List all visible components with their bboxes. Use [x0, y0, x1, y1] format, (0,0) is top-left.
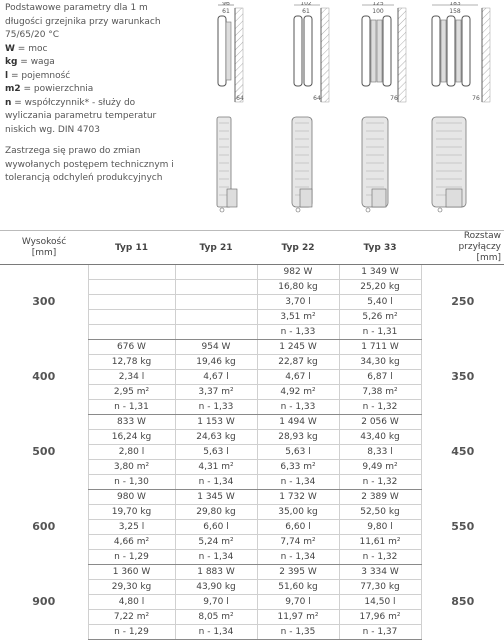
spec-value-cell: 3 334 W — [339, 565, 421, 580]
spec-value-cell: 5,24 m² — [175, 535, 257, 550]
table-row — [0, 265, 504, 280]
spec-value-cell: 982 W — [257, 265, 339, 280]
spec-value-cell — [175, 325, 257, 340]
spec-value-cell: 2,95 m² — [88, 385, 175, 400]
legend-coefficient — [5, 97, 205, 111]
spec-value-cell: n - 1,32 — [339, 400, 421, 415]
spec-value-cell — [175, 295, 257, 310]
dim-side: 64 — [236, 95, 244, 102]
spec-value-cell: 2 056 W — [339, 415, 421, 430]
legend-text: = powierzchnia — [20, 84, 94, 94]
spec-value-cell: n - 1,32 — [339, 475, 421, 490]
dim-side: 76 — [390, 95, 398, 102]
spec-value-cell: 5,40 l — [339, 295, 421, 310]
radiator-perspective-type-22 — [358, 113, 398, 215]
spec-value-cell: 4,67 l — [257, 370, 339, 385]
spec-value-cell: 7,74 m² — [257, 535, 339, 550]
legend-coefficient-line: wyliczania parametru temperatur — [5, 111, 157, 121]
height-value: 900 — [32, 595, 56, 608]
radiator-spec-table — [0, 230, 504, 640]
spec-value-cell: n - 1,33 — [175, 400, 257, 415]
spec-value-cell: n - 1,30 — [88, 475, 175, 490]
spacing-value: 350 — [451, 370, 475, 383]
spec-value-cell: 8,05 m² — [175, 610, 257, 625]
spec-value-cell: 3,37 m² — [175, 385, 257, 400]
legend-area — [5, 83, 205, 97]
column-header-typ11: Typ 11 — [88, 231, 175, 265]
spec-value-cell — [88, 310, 175, 325]
spec-value-cell: 2,34 l — [88, 370, 175, 385]
spec-value-cell: 22,87 kg — [257, 355, 339, 370]
table-row — [0, 490, 504, 505]
spacing-value: 250 — [451, 295, 475, 309]
column-header-height — [0, 231, 88, 265]
spec-value-cell: 7,22 m² — [88, 610, 175, 625]
spec-value-cell: 1 494 W — [257, 415, 339, 430]
spec-value-cell: n - 1,37 — [339, 625, 421, 640]
spec-value-cell: 34,30 kg — [339, 355, 421, 370]
spec-value-cell: 5,63 l — [257, 445, 339, 460]
dim-top: 96 — [222, 2, 230, 7]
spec-value-cell: 17,96 m² — [339, 610, 421, 625]
column-header-typ33: Typ 33 — [339, 231, 421, 265]
table-row — [0, 415, 504, 430]
header-height-unit: [mm] — [31, 247, 57, 258]
spec-value-cell: n - 1,34 — [257, 475, 339, 490]
legend-text: = pojemność — [8, 70, 71, 81]
spec-value-cell: 3,51 m² — [257, 310, 339, 325]
spacing-value: 850 — [451, 595, 475, 608]
legend-intro-line: długości grzejnika przy warunkach — [5, 16, 161, 27]
spec-value-cell: 8,33 l — [339, 445, 421, 460]
spec-value-cell: 1 711 W — [339, 340, 421, 355]
parameter-legend — [5, 2, 205, 186]
dim-top: 102 — [300, 2, 312, 7]
dim-inner: 61 — [222, 8, 230, 15]
spec-value-cell: 77,30 kg — [339, 580, 421, 595]
spec-value-cell: 29,30 kg — [88, 580, 175, 595]
spec-value-cell: n - 1,35 — [257, 625, 339, 640]
spec-value-cell: 3,70 l — [257, 295, 339, 310]
spec-value-cell: n - 1,31 — [88, 400, 175, 415]
spec-value-cell — [175, 280, 257, 295]
legend-coefficient-line: niskich wg. DIN 4703 — [5, 124, 100, 135]
spec-value-cell: 19,46 kg — [175, 355, 257, 370]
column-header-spacing — [421, 231, 504, 265]
spec-value-cell: 14,50 l — [339, 595, 421, 610]
spec-value-cell — [88, 280, 175, 295]
spec-value-cell: 3,80 m² — [88, 460, 175, 475]
spec-value-cell: 12,78 kg — [88, 355, 175, 370]
spec-value-cell: n - 1,32 — [339, 550, 421, 565]
spec-value-cell — [175, 310, 257, 325]
spec-value-cell: 9,49 m² — [339, 460, 421, 475]
spec-value-cell: 43,40 kg — [339, 430, 421, 445]
legend-symbol: n — [5, 97, 12, 108]
spec-value-cell: 1 883 W — [175, 565, 257, 580]
spec-value-cell: 4,66 m² — [88, 535, 175, 550]
spec-value-cell: 954 W — [175, 340, 257, 355]
spec-value-cell: 1 732 W — [257, 490, 339, 505]
spec-value-cell: 16,80 kg — [257, 280, 339, 295]
dim-inner: 100 — [372, 8, 384, 15]
column-header-typ22: Typ 22 — [257, 231, 339, 265]
header-spacing-label: Rozstaw przyłączy — [458, 231, 501, 252]
height-value: 400 — [32, 370, 56, 383]
legend-text: = moc — [14, 43, 48, 54]
spec-value-cell: 28,93 kg — [257, 430, 339, 445]
radiator-cross-section-type-21 — [290, 2, 340, 106]
dim-inner: 61 — [302, 8, 310, 15]
spec-value-cell: 4,31 m² — [175, 460, 257, 475]
spec-value-cell: n - 1,29 — [88, 625, 175, 640]
spec-value-cell: n - 1,34 — [175, 550, 257, 565]
height-value: 500 — [32, 445, 56, 458]
legend-intro-line: Podstawowe parametry dla 1 m — [5, 3, 148, 13]
spec-value-cell: 11,97 m² — [257, 610, 339, 625]
spacing-value: 450 — [451, 445, 475, 458]
table-row — [0, 340, 504, 355]
spec-value-cell: 35,00 kg — [257, 505, 339, 520]
spec-value-cell: n - 1,34 — [175, 475, 257, 490]
legend-symbol: m2 — [5, 84, 21, 94]
height-value: 600 — [32, 520, 56, 533]
spec-value-cell: 2,80 l — [88, 445, 175, 460]
radiator-cross-section-type-33 — [428, 2, 500, 106]
spec-value-cell: 43,90 kg — [175, 580, 257, 595]
column-header-typ21: Typ 21 — [175, 231, 257, 265]
spec-value-cell: 980 W — [88, 490, 175, 505]
dim-top: 125 — [372, 2, 384, 7]
spec-value-cell: n - 1,33 — [257, 400, 339, 415]
dim-side: 76 — [472, 95, 480, 102]
legend-text: = współczynnik* - służy do — [11, 97, 136, 108]
spec-value-cell: 7,38 m² — [339, 385, 421, 400]
spec-value-cell: n - 1,34 — [175, 625, 257, 640]
spec-value-cell: 2 389 W — [339, 490, 421, 505]
spec-value-cell: 52,50 kg — [339, 505, 421, 520]
spacing-value: 550 — [451, 520, 475, 533]
header-height-label: Wysokość — [21, 236, 67, 247]
spec-value-cell: 1 360 W — [88, 565, 175, 580]
legend-symbol: l — [5, 70, 9, 81]
spec-value-cell: 4,92 m² — [257, 385, 339, 400]
spec-value-cell: 3,25 l — [88, 520, 175, 535]
spec-value-cell — [88, 265, 175, 280]
radiator-cross-section-type-22 — [358, 2, 418, 106]
spec-value-cell: 1 153 W — [175, 415, 257, 430]
spec-value-cell: 833 W — [88, 415, 175, 430]
spec-value-cell: 29,80 kg — [175, 505, 257, 520]
spec-value-cell: 6,60 l — [257, 520, 339, 535]
legend-symbol: kg — [5, 57, 18, 67]
table-header-row — [0, 231, 504, 265]
disclaimer-line: Zastrzega się prawo do zmian — [5, 146, 141, 156]
spec-value-cell: 5,26 m² — [339, 310, 421, 325]
spec-value-cell: 1 245 W — [257, 340, 339, 355]
spec-value-cell: 2 395 W — [257, 565, 339, 580]
dim-side: 64 — [313, 95, 321, 102]
legend-power — [5, 43, 205, 57]
legend-text: = waga — [17, 57, 55, 67]
spec-value-cell: 11,61 m² — [339, 535, 421, 550]
legend-intro-line: 75/65/20 °C — [5, 30, 60, 40]
spec-value-cell: 9,80 l — [339, 520, 421, 535]
spec-value-cell: 6,33 m² — [257, 460, 339, 475]
spec-value-cell: 24,63 kg — [175, 430, 257, 445]
spec-value-cell: 1 345 W — [175, 490, 257, 505]
spec-value-cell: 1 349 W — [339, 265, 421, 280]
spec-value-cell: 25,20 kg — [339, 280, 421, 295]
spec-value-cell: 51,60 kg — [257, 580, 339, 595]
table-row — [0, 565, 504, 580]
height-value: 300 — [32, 295, 56, 309]
radiator-cross-section-type-11 — [212, 2, 256, 106]
spec-value-cell: 9,70 l — [257, 595, 339, 610]
spec-value-cell: 676 W — [88, 340, 175, 355]
radiator-perspective-type-11 — [213, 113, 243, 215]
dim-inner: 158 — [449, 8, 461, 15]
table-body — [0, 265, 504, 640]
dim-top: 183 — [449, 2, 461, 7]
spec-value-cell: 19,70 kg — [88, 505, 175, 520]
spec-value-cell: n - 1,34 — [257, 550, 339, 565]
radiator-perspective-type-33 — [428, 113, 474, 215]
spec-value-cell: 4,80 l — [88, 595, 175, 610]
legend-weight — [5, 56, 205, 70]
radiator-perspective-type-21 — [288, 113, 322, 215]
disclaimer-line: wywołanych postępem technicznym i — [5, 159, 174, 170]
header-spacing-unit: [mm] — [476, 253, 501, 263]
legend-symbol: W — [5, 43, 15, 54]
spec-value-cell: 4,67 l — [175, 370, 257, 385]
spec-value-cell: n - 1,33 — [257, 325, 339, 340]
spec-value-cell: 9,70 l — [175, 595, 257, 610]
spec-value-cell: 5,63 l — [175, 445, 257, 460]
spec-value-cell: 6,87 l — [339, 370, 421, 385]
spec-value-cell: 6,60 l — [175, 520, 257, 535]
spec-value-cell: 16,24 kg — [88, 430, 175, 445]
spec-value-cell — [175, 265, 257, 280]
spec-value-cell — [88, 295, 175, 310]
legend-capacity — [5, 70, 205, 84]
spec-value-cell — [88, 325, 175, 340]
spec-value-cell: n - 1,29 — [88, 550, 175, 565]
disclaimer-line: tolerancją odchyleń produkcyjnych — [5, 173, 163, 183]
spec-value-cell: n - 1,31 — [339, 325, 421, 340]
